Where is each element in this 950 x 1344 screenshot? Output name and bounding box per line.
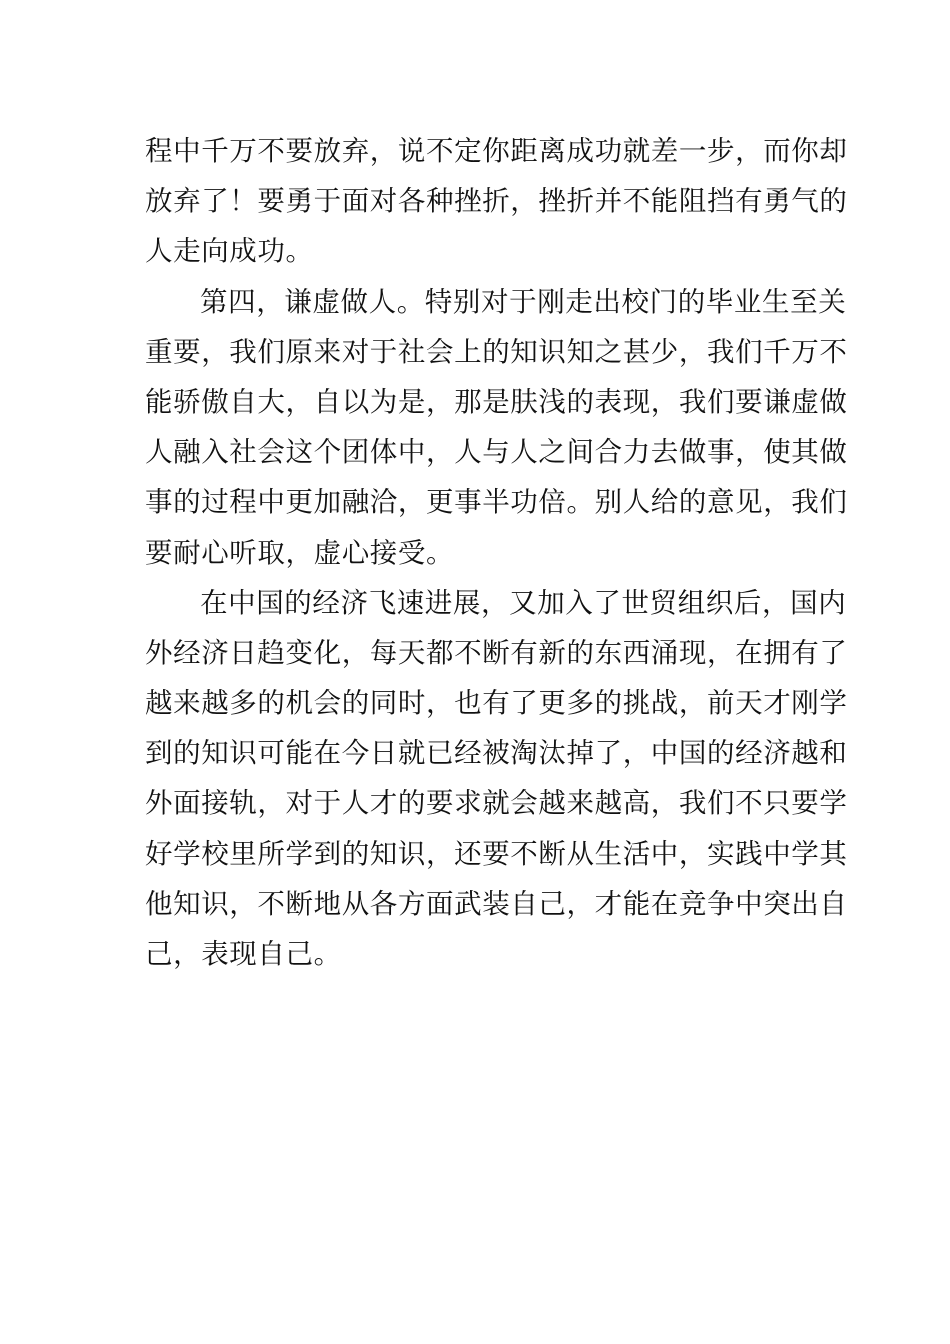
text-line: 程中千万不要放弃，说不定你距离成功就差一步，而你却 <box>145 135 848 167</box>
text-line: 要耐心听取，虚心接受。 <box>145 536 455 569</box>
text-line: 好学校里所学到的知识，还要不断从生活中，实践中学其 <box>145 837 848 870</box>
text-line: 己，表现自己。 <box>145 938 342 970</box>
text-line: 重要，我们原来对于社会上的知识知之甚少，我们千万不 <box>145 335 848 368</box>
text-line: 能骄傲自大，自以为是，那是肤浅的表现，我们要谦虚做 <box>145 385 848 418</box>
text-line: 放弃了！要勇于面对各种挫折，挫折并不能阻挡有勇气的 <box>145 185 848 218</box>
text-line: 外经济日趋变化，每天都不断有新的东西涌现，在拥有了 <box>145 636 848 669</box>
text-line: 事的过程中更加融洽，更事半功倍。别人给的意见，我们 <box>145 486 848 519</box>
text-line: 在中国的经济飞速进展，又加入了世贸组织后，国内 <box>200 586 847 619</box>
text-line: 越来越多的机会的同时，也有了更多的挑战，前天才刚学 <box>145 687 848 720</box>
text-line: 人融入社会这个团体中，人与人之间合力去做事，使其做 <box>145 436 848 469</box>
text-line: 他知识，不断地从各方面武装自己，才能在竞争中突出自 <box>145 887 848 920</box>
body-text <box>145 126 848 979</box>
paragraph <box>145 578 848 980</box>
paragraph <box>145 277 848 578</box>
text-line: 第四，谦虚做人。特别对于刚走出校门的毕业生至关 <box>200 285 847 318</box>
text-line: 人走向成功。 <box>145 235 314 268</box>
text-line: 到的知识可能在今日就已经被淘汰掉了，中国的经济越和 <box>145 737 848 770</box>
text-line: 外面接轨，对于人才的要求就会越来越高，我们不只要学 <box>145 787 848 820</box>
paragraph <box>145 126 848 277</box>
